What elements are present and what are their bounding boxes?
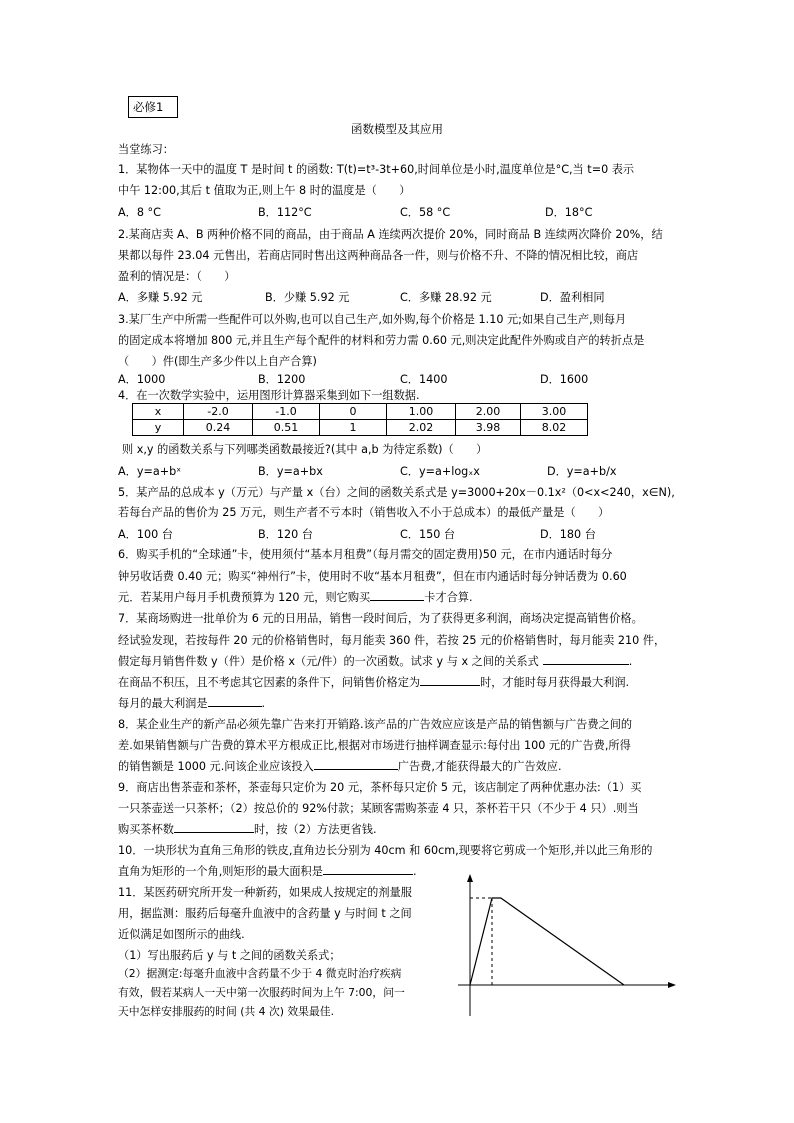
q2-option-b: B．少赚 5.92 元: [265, 291, 350, 304]
q6-line1: 6．购买手机的“全球通”卡，使用须付“基本月租费”（每月需交的固定费用)50 元，在市内通话时每分: [118, 548, 613, 561]
answer-blank[interactable]: [314, 757, 398, 770]
q2-line1: 2.某商店卖 A、B 两种价格不同的商品，由于商品 A 连续两次提价 20%，同时商品 B 连续两次降价 20%，结: [118, 228, 663, 241]
q11-line1: 11．某医药研究所开发一种新药，如果成人按规定的剂量服: [118, 886, 412, 899]
q4-line2: 则 x,y 的函数关系与下列哪类函数最接近?(其中 a,b 为待定系数)（ ）: [122, 443, 488, 456]
q11-line3: 近似满足如图所示的曲线.: [118, 928, 245, 941]
table-cell: 2.02: [387, 420, 456, 436]
q3-option-d: D．1600: [540, 373, 589, 386]
q11-line2: 用，据监测：服药后每毫升血液中的含药量 y 与时间 t 之间: [118, 907, 412, 920]
q11-line5: （2）据测定:每毫升血液中含药量不少于 4 微克时治疗疾病: [118, 967, 402, 980]
q7-line5: 每月的最大利润是 .: [118, 693, 678, 714]
table-cell: 3.98: [456, 420, 521, 436]
q8-line2: 差.如果销售额与广告费的算术平方根成正比,根据对市场进行抽样调查显示:每付出 100 元的广告费,所得: [118, 739, 631, 752]
q4-option-a: A．y=a+bˣ: [118, 465, 182, 478]
q9-line1: 9．商店出售茶壶和茶杯，茶壶每只定价为 20 元，茶杯每只定价 5 元，该店制定了两种优惠办法:（1）买: [118, 781, 642, 794]
q6-line3-text: 元．若某用户每月手机费预算为 120 元，则它购买: [118, 591, 371, 604]
answer-blank[interactable]: [420, 673, 480, 686]
q1-line2: 中午 12:00,其后 t 值取为正,则上午 8 时的温度是（ ）: [118, 184, 411, 197]
table-row: [133, 420, 588, 436]
table-cell: 0: [320, 404, 387, 420]
table-row: [133, 404, 588, 420]
y-axis-arrow-icon: [467, 874, 473, 882]
q2-option-d: D．盈利相同: [540, 291, 605, 304]
q1-line1: 1．某物体一天中的温度 T 是时间 t 的函数: T(t)=t³-3t+60,时间单位是小时,温度单位是°C,当 t=0 表示: [118, 163, 635, 176]
q2-line2: 果都以每件 23.04 元售出，若商店同时售出这两种商品各一件，则与价格不升、不降的情况相比较，商店: [118, 249, 639, 262]
table-cell: 8.02: [521, 420, 588, 436]
table-cell: 2.00: [456, 404, 521, 420]
q3-option-b: B．1200: [258, 373, 306, 386]
q9-line3: [118, 819, 678, 840]
q9-line3-tail: 时，按（2）方法更省钱.: [253, 823, 377, 836]
q10-line1: 10．一块形状为直角三角形的铁皮,直角边长分别为 40cm 和 60cm,现要将它剪成一个矩形,并以此三角形的: [118, 844, 653, 857]
q8-line1: 8．某企业生产的新产品必须先靠广告来打开销路.该产品的广告效应应该是产品的销售额与广告费之间的: [118, 718, 633, 731]
table-cell: 1.00: [387, 404, 456, 420]
q8-line3-tail: 广告费,才能获得最大的广告效应.: [397, 760, 562, 773]
q7-line1: 7．某商场购进一批单价为 6 元的日用品，销售一段时间后，为了获得更多利润，商场决定提高销售价格。: [118, 612, 643, 625]
data-table: [132, 403, 588, 436]
drug-concentration-graph: [458, 872, 678, 1022]
q2-option-c: C．多赚 28.92 元: [400, 291, 492, 304]
q3-line1: 3.某厂生产中所需一些配件可以外购,也可以自己生产,如外购,每个价格是 1.10 元;如果自己生产,则每月: [118, 313, 627, 326]
q5-option-a: A．100 台: [118, 528, 173, 541]
q11-line4: （1）写出服药后 y 与 t 之间的函数关系式；: [118, 949, 341, 962]
q3-option-c: C．1400: [400, 373, 448, 386]
q5-option-b: B．120 台: [258, 528, 313, 541]
q3-option-a: A．1000: [118, 373, 166, 386]
table-cell: 1: [320, 420, 387, 436]
q7-line3-text: 假定每月销售件数 y（件）是价格 x（元/件）的一次函数。试求 y 与 x 之间的关系式: [118, 655, 539, 668]
q6-line3: [118, 587, 678, 608]
q3-line3: （ ）件(即生产多少件以上自产合算): [118, 355, 317, 368]
answer-blank[interactable]: [370, 588, 424, 601]
q1-option-a: A．8 °C: [118, 206, 161, 219]
course-tag: 必修1: [128, 96, 178, 118]
q10-line2: 直角为矩形的一个角,则矩形的最大面积是 .: [118, 861, 678, 882]
answer-blank[interactable]: [543, 652, 629, 665]
q5-option-c: C．150 台: [400, 528, 456, 541]
answer-blank[interactable]: [174, 820, 254, 833]
q6-line2: 钟另收话费 0.40 元；购买“神州行”卡，使用时不收“基本月租费”，但在市内通话时每分钟话费为 0.60: [118, 570, 627, 583]
q8-line3-text: 的销售额是 1000 元.问该企业应该投入: [118, 760, 314, 773]
q9-line3-text: 购买茶杯数: [118, 823, 174, 836]
q7-line4-text: 在商品不积压，且不考虑其它因素的条件下，问销售价格定为: [118, 676, 421, 689]
q7-line5-text: 每月的最大利润是: [118, 697, 208, 710]
q4-option-c: C．y=a+logₓx: [400, 465, 480, 478]
table-cell: 0.51: [253, 420, 320, 436]
q10-line2-text: 直角为矩形的一个角,则矩形的最大面积是: [118, 865, 323, 878]
q11-line7: 天中怎样安排服药的时间 (共 4 次) 效果最佳.: [118, 1005, 334, 1018]
table-cell: y: [133, 420, 184, 436]
q7-line4-tail: 时，才能时每月获得最大利润.: [480, 676, 630, 689]
x-axis-arrow-icon: [668, 982, 676, 988]
q7-line2: 经试验发现，若按每件 20 元的价格销售时，每月能卖 360 件，若按 25 元的价格销售时，每月能卖 210 件，: [118, 634, 666, 647]
table-cell: 0.24: [184, 420, 253, 436]
answer-blank[interactable]: [208, 694, 262, 707]
q3-line2: 的固定成本将增加 800 元,并且生产每个配件的材料和劳力需 0.60 元,则决定此配件外购或自产的转折点是: [118, 334, 645, 347]
q1-option-c: C．58 °C: [400, 206, 451, 219]
q11-line6: 有效，假若某病人一天中第一次服药时间为上午 7:00，问一: [118, 986, 405, 999]
q2-line3: 盈利的情况是：（ ）: [118, 270, 236, 283]
concentration-curve: [470, 898, 624, 985]
q4-option-d: D．y=a+b/x: [547, 465, 617, 478]
q8-line3: [118, 756, 678, 777]
q7-line3: 假定每月销售件数 y（件）是价格 x（元/件）的一次函数。试求 y 与 x 之间的关系式 .: [118, 651, 678, 672]
q6-line3-tail: 卡才合算.: [424, 591, 473, 604]
answer-blank[interactable]: [323, 862, 413, 875]
q5-line1: 5．某产品的总成本 y（万元）与产量 x（台）之间的函数关系式是 y=3000+20x－0.1x²（0<x<240，x∈N),: [118, 486, 675, 499]
table-cell: -2.0: [184, 404, 253, 420]
q4-line1: 4．在一次数学实验中，运用图形计算器采集到如下一组数据.: [118, 389, 420, 402]
page-title: 函数模型及其应用: [351, 122, 443, 136]
table-cell: x: [133, 404, 184, 420]
table-cell: -1.0: [253, 404, 320, 420]
q1-option-d: D．18°C: [545, 206, 593, 219]
q9-line2: 一只茶壶送一只茶杯；（2）按总价的 92%付款；某顾客需购茶壶 4 只，茶杯若干只（不少于 4 只）.则当: [118, 802, 639, 815]
q5-line2: 若每台产品的售价为 25 万元，则生产者不亏本时（销售收入不小于总成本）的最低产量是（ ）: [118, 506, 610, 519]
q5-option-d: D．180 台: [540, 528, 596, 541]
section-heading: 当堂练习：: [118, 143, 174, 156]
table-cell: 3.00: [521, 404, 588, 420]
q7-line4: [118, 672, 678, 693]
q2-option-a: A．多赚 5.92 元: [118, 291, 203, 304]
q1-option-b: B．112°C: [258, 206, 312, 219]
q4-option-b: B．y=a+bx: [258, 465, 323, 478]
